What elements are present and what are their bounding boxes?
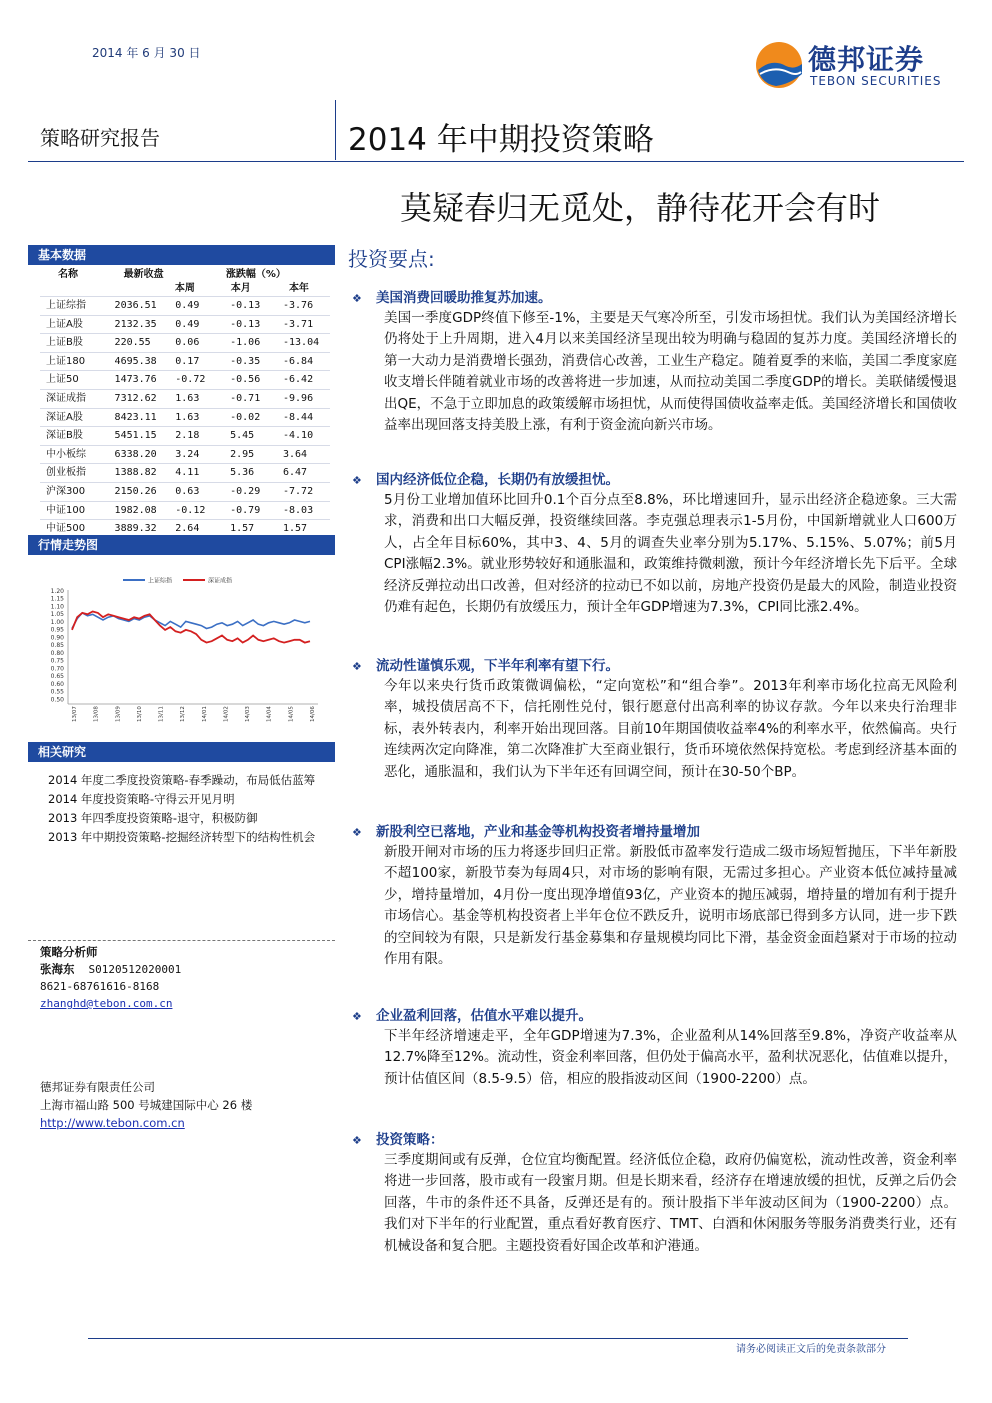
cell-year: 6.47	[282, 467, 308, 479]
cell-close: 1982.08	[114, 504, 157, 516]
cell-week: 0.49	[175, 300, 200, 311]
y-tick-label: 0.50	[50, 696, 64, 704]
point-body: 今年以来央行货币政策微调偏松，“定向宽松”和“组合拳”。2013年利率市场化拉高无风险利率，城投债居高不下，信托刚性兑付，银行愿意付出高利率的协议存款。今年以来央行治理非标，表外转表内，利率开始出现回落。目前10年期国债收益率4%的利率水平，依然偏高。央行连续两次定向降准，第二次降准扩大至商业银行，货币环境依然保持宽松。考虑到经济基本面的恶化，通胀温和，我们认为下半年还有回调空间，预计在30-50个BP。	[384, 678, 957, 780]
y-tick-label: 0.95	[50, 626, 64, 634]
y-tick-label: 0.90	[50, 634, 64, 642]
cell-close: 1388.82	[114, 467, 157, 479]
point-item	[352, 1006, 957, 1090]
cell-close: 2132.35	[114, 318, 157, 330]
diamond-bullet-icon: ❖	[352, 292, 362, 305]
point-body: 下半年经济增速走平，全年GDP增速为7.3%，企业盈利从14%回落至9.8%，净资产收益率从12.7%降至12%。流动性，资金利率回落，但仍处于偏高水平，盈利状况恶化，估值难以提升，预计估值区间（8.5-9.5）倍，相应的股指波动区间（1900-2200）点。	[384, 1028, 957, 1087]
cell-week: 2.18	[175, 430, 200, 442]
cell-name: 深证B股	[46, 430, 83, 442]
x-tick-label: 14/05	[288, 706, 295, 722]
cell-month: -0.29	[230, 485, 261, 497]
y-tick-label: 0.55	[50, 688, 64, 696]
cell-year: -3.76	[282, 300, 314, 311]
cell-close: 4695.38	[114, 355, 157, 367]
cell-week: 3.24	[175, 448, 200, 460]
trend-header: 行情走势图	[28, 535, 335, 555]
cell-year: -7.72	[282, 485, 314, 497]
col-month-header: 本月	[230, 283, 251, 294]
header-divider	[335, 100, 336, 160]
basic-data-table	[40, 268, 330, 539]
cell-month: -0.56	[230, 374, 261, 386]
x-tick-label: 13/11	[158, 706, 165, 722]
point-item	[352, 1130, 957, 1257]
cell-month: -0.35	[230, 355, 261, 367]
cell-name: 沪深300	[46, 485, 86, 497]
cell-name: 深证A股	[46, 411, 83, 423]
legend-label: 上证综指	[148, 577, 173, 585]
page-subtitle: 莫疑春归无觅处，静待花开会有时	[400, 189, 881, 227]
research-item[interactable]: 2013 年中期投资策略-挖掘经济转型下的结构性机会	[48, 830, 316, 844]
point-item	[352, 822, 957, 970]
point-heading: 投资策略：	[376, 1132, 444, 1148]
series-line-1	[72, 612, 310, 643]
diamond-bullet-icon: ❖	[352, 660, 362, 673]
cell-name: 上证综指	[46, 300, 86, 311]
cell-week: 2.64	[175, 523, 200, 535]
cell-name: 中证500	[46, 523, 86, 535]
analyst-block	[40, 944, 181, 1012]
y-tick-label: 1.20	[50, 588, 64, 595]
x-tick-label: 13/10	[136, 706, 143, 722]
cell-month: -0.13	[230, 300, 261, 311]
table-row	[40, 409, 330, 428]
cell-year: -6.42	[282, 374, 314, 386]
point-body: 三季度期间或有反弹，仓位宜均衡配置。经济低位企稳，政府仍偏宽松，流动性改善，资金利率将进一步回落，股市或有一段蜜月期。但是长期来看，经济存在增速放缓的担忧，反弹之后仍会回落，牛市的条件还不具备，反弹还是有的。预计股指下半年波动区间为（1900-2200）点。我们对下半年的行业配置，重点看好教育医疗、TMT、白酒和休闲服务等服务消费类行业，还有机械设备和复合肥。主题投资看好国企改革和沪港通。	[384, 1152, 957, 1254]
cell-month: -1.06	[230, 337, 261, 349]
col-name-header: 名称	[58, 269, 78, 280]
cell-close: 5451.15	[114, 430, 157, 442]
cell-close: 2036.51	[114, 300, 157, 311]
col-year-header: 本年	[288, 283, 309, 294]
table-row	[40, 446, 330, 465]
cell-close: 3889.32	[114, 523, 157, 535]
company-block	[40, 1078, 252, 1132]
cell-name: 深证成指	[46, 392, 86, 404]
y-tick-label: 1.05	[50, 611, 64, 619]
y-tick-label: 0.75	[50, 657, 64, 665]
company-name: 德邦证券有限责任公司	[40, 1080, 155, 1094]
cell-week: 4.11	[175, 467, 200, 479]
cell-month: -0.02	[230, 411, 261, 423]
x-tick-label: 14/01	[201, 706, 208, 722]
report-date: 2014 年 6 月 30 日	[92, 46, 201, 60]
trend-chart	[28, 568, 335, 736]
analyst-title: 策略分析师	[40, 945, 98, 959]
y-tick-label: 1.15	[50, 595, 64, 603]
point-item	[352, 656, 957, 783]
analyst-phone: 8621-68761616-8168	[40, 980, 160, 993]
footer-disclaimer: 请务必阅读正文后的免责条款部分	[736, 1344, 886, 1355]
y-tick-label: 0.70	[50, 665, 64, 673]
x-tick-label: 14/03	[245, 706, 252, 722]
cell-month: 1.57	[230, 523, 255, 535]
cell-month: 5.45	[230, 430, 255, 442]
cell-name: 中小板综	[46, 448, 86, 460]
x-tick-label: 13/12	[180, 706, 187, 722]
x-tick-label: 13/09	[115, 706, 122, 722]
cell-month: 5.36	[230, 467, 255, 479]
point-heading: 流动性谨慎乐观，下半年利率有望下行。	[376, 658, 619, 674]
table-row	[40, 353, 330, 372]
col-change-header: 涨跌幅（%）	[225, 269, 286, 280]
cell-week: 1.63	[175, 392, 200, 404]
table-row	[40, 334, 330, 353]
cell-month: -0.79	[230, 504, 261, 516]
cell-name: 上证180	[46, 355, 86, 367]
logo-emblem-icon	[754, 40, 804, 90]
trend-chart-svg	[28, 568, 335, 736]
x-tick-label: 13/08	[93, 706, 100, 722]
cell-month: 2.95	[230, 448, 255, 460]
point-heading: 企业盈利回落，估值水平难以提升。	[376, 1008, 592, 1024]
x-tick-label: 13/07	[72, 706, 78, 722]
x-tick-label: 14/04	[266, 706, 273, 722]
y-tick-label: 1.10	[50, 603, 64, 611]
diamond-bullet-icon: ❖	[352, 474, 362, 487]
point-body: 美国一季度GDP终值下修至-1%，主要是天气寒冷所至，引发市场担忧。我们认为美国经济增长仍将处于上升周期，进入4月以来美国经济呈现出较为明确与稳固的复苏力度。美国经济增长的第一大动力是消费增长强劲，消费信心改善，工业生产稳定。随着夏季的来临，美国二季度家庭收支增长伴随着就业市场的改善将进一步加速，从而拉动美国二季度GDP的增长。美联储缓慢退出QE，不急于立即加息的政策缓解市场担忧，从而使得国债收益率走低。美国经济增长和国债收益率出现回落支持美股上涨，有利于资金流向新兴市场。	[384, 310, 957, 434]
diamond-bullet-icon: ❖	[352, 1134, 362, 1147]
cell-name: 上证A股	[46, 318, 83, 330]
cell-month: -0.71	[230, 392, 261, 404]
logo-english-name: TEBON SECURITIES	[810, 74, 942, 88]
point-body: 新股开闸对市场的压力将逐步回归正常。新股低市盈率发行造成二级市场短暂抛压，下半年新股不超100家，新股节奏为每周4只，对市场的影响有限，无需过多担心。产业资本低位减持量减少，增持量增加，4月份一度出现净增值93亿，产业资本的抛压减弱，增持量的增加有利于提升市场信心。基金等机构投资者上半年仓位不跌反升，说明市场底部已得到多方认同，进一步下跌的空间较为有限，只是新发行基金募集和存量规模均同比下滑，基金资金面趋紧对于市场的拉动作用有限。	[384, 844, 957, 968]
analyst-cert: S0120512020001	[88, 963, 182, 976]
cell-week: 0.63	[175, 485, 200, 497]
diamond-bullet-icon: ❖	[352, 826, 362, 839]
cell-close: 6338.20	[114, 448, 157, 460]
table-row	[40, 464, 330, 483]
cell-name: 上证B股	[46, 337, 83, 349]
company-address: 上海市福山路 500 号城建国际中心 26 楼	[40, 1098, 253, 1112]
footer-rule	[88, 1338, 908, 1339]
cell-year: 1.57	[282, 523, 308, 535]
diamond-bullet-icon: ❖	[352, 1010, 362, 1023]
logo-chinese-name: 德邦证券	[808, 43, 925, 76]
company-url[interactable]: http://www.tebon.com.cn	[40, 1116, 185, 1130]
cell-week: 1.63	[175, 411, 200, 423]
y-tick-label: 1.00	[50, 618, 64, 626]
table-row	[40, 316, 330, 335]
cell-name: 中证100	[46, 504, 86, 516]
point-item	[352, 288, 957, 436]
point-body: 5月份工业增加值环比回升0.1个百分点至8.8%，环比增速回升，显示出经济企稳迹象。三大需求，消费和出口大幅反弹，投资继续回落。李克强总理表示1-5月份，中国新增就业人口600万人，占全年目标60%，其中3、4、5月的调查失业率分别为5.17%、5.15%、5.07%；前5月CPI涨幅2.3%。就业形势较好和通胀温和，政策维持微刺激，预计今年经济增长先下后平。全球经济反弹拉动出口改善，但对经济的拉动已不如以前，房地产投资仍是最大的风险，制造业投资仍难有起色，长期仍有放缓压力，预计全年GDP增速为7.3%，CPI同比涨2.4%。	[384, 492, 957, 616]
research-header: 相关研究	[28, 742, 335, 762]
report-type: 策略研究报告	[40, 126, 160, 150]
cell-year: -8.03	[282, 504, 314, 516]
table-row	[40, 502, 330, 521]
table-header-row	[40, 268, 330, 282]
cell-week: 0.17	[175, 355, 200, 367]
y-tick-label: 0.80	[50, 649, 64, 657]
cell-week: -0.12	[175, 504, 206, 516]
cell-week: -0.72	[175, 374, 206, 386]
basic-data-header: 基本数据	[28, 245, 335, 265]
y-tick-label: 0.85	[50, 642, 64, 650]
cell-year: -8.44	[282, 411, 314, 423]
cell-year: -13.04	[282, 337, 320, 349]
cell-week: 0.49	[175, 318, 200, 330]
cell-name: 上证50	[46, 374, 79, 386]
cell-close: 220.55	[114, 337, 151, 349]
cell-year: 3.64	[282, 448, 308, 460]
points-title: 投资要点:	[348, 247, 435, 271]
table-row	[40, 371, 330, 390]
cell-month: -0.13	[230, 318, 261, 330]
table-subheader-row	[40, 282, 330, 297]
y-tick-label: 0.65	[50, 673, 64, 681]
header-rule	[28, 161, 964, 162]
research-item[interactable]: 2014 年度投资策略-守得云开见月明	[48, 792, 235, 806]
sidebar-divider	[28, 940, 335, 941]
research-list	[28, 772, 328, 848]
cell-close: 1473.76	[114, 374, 157, 386]
cell-year: -4.10	[282, 430, 314, 442]
cell-close: 7312.62	[114, 392, 157, 404]
table-row	[40, 427, 330, 446]
cell-year: -6.84	[282, 355, 314, 367]
col-close-header: 最新收盘	[123, 269, 164, 280]
point-heading: 新股利空已落地，产业和基金等机构投资者增持量增加	[376, 824, 700, 840]
cell-week: 0.06	[175, 337, 200, 349]
y-tick-label: 0.60	[50, 680, 64, 688]
point-item	[352, 470, 957, 618]
company-logo	[752, 36, 952, 96]
cell-close: 2150.26	[114, 485, 157, 497]
research-item[interactable]: 2014 年度二季度投资策略-春季躁动，布局低估蓝筹	[48, 773, 316, 787]
legend-label: 深证成指	[208, 577, 233, 585]
cell-close: 8423.11	[114, 411, 157, 423]
table-row	[40, 483, 330, 502]
cell-name: 创业板指	[46, 467, 86, 479]
point-heading: 国内经济低位企稳，长期仍有放缓担忧。	[376, 472, 619, 488]
cell-year: -3.71	[282, 318, 314, 330]
x-tick-label: 14/06	[310, 706, 316, 722]
research-item[interactable]: 2013 年四季度投资策略-退守，积极防御	[48, 811, 258, 825]
analyst-email[interactable]: zhanghd@tebon.com.cn	[40, 997, 173, 1010]
table-row	[40, 297, 330, 316]
analyst-name: 张海东	[40, 962, 75, 976]
point-heading: 美国消费回暖助推复苏加速。	[376, 290, 552, 306]
table-row	[40, 390, 330, 409]
cell-year: -9.96	[282, 392, 314, 404]
x-tick-label: 14/02	[223, 706, 230, 722]
page-title: 2014 年中期投资策略	[348, 122, 654, 158]
col-week-header: 本周	[174, 283, 195, 294]
